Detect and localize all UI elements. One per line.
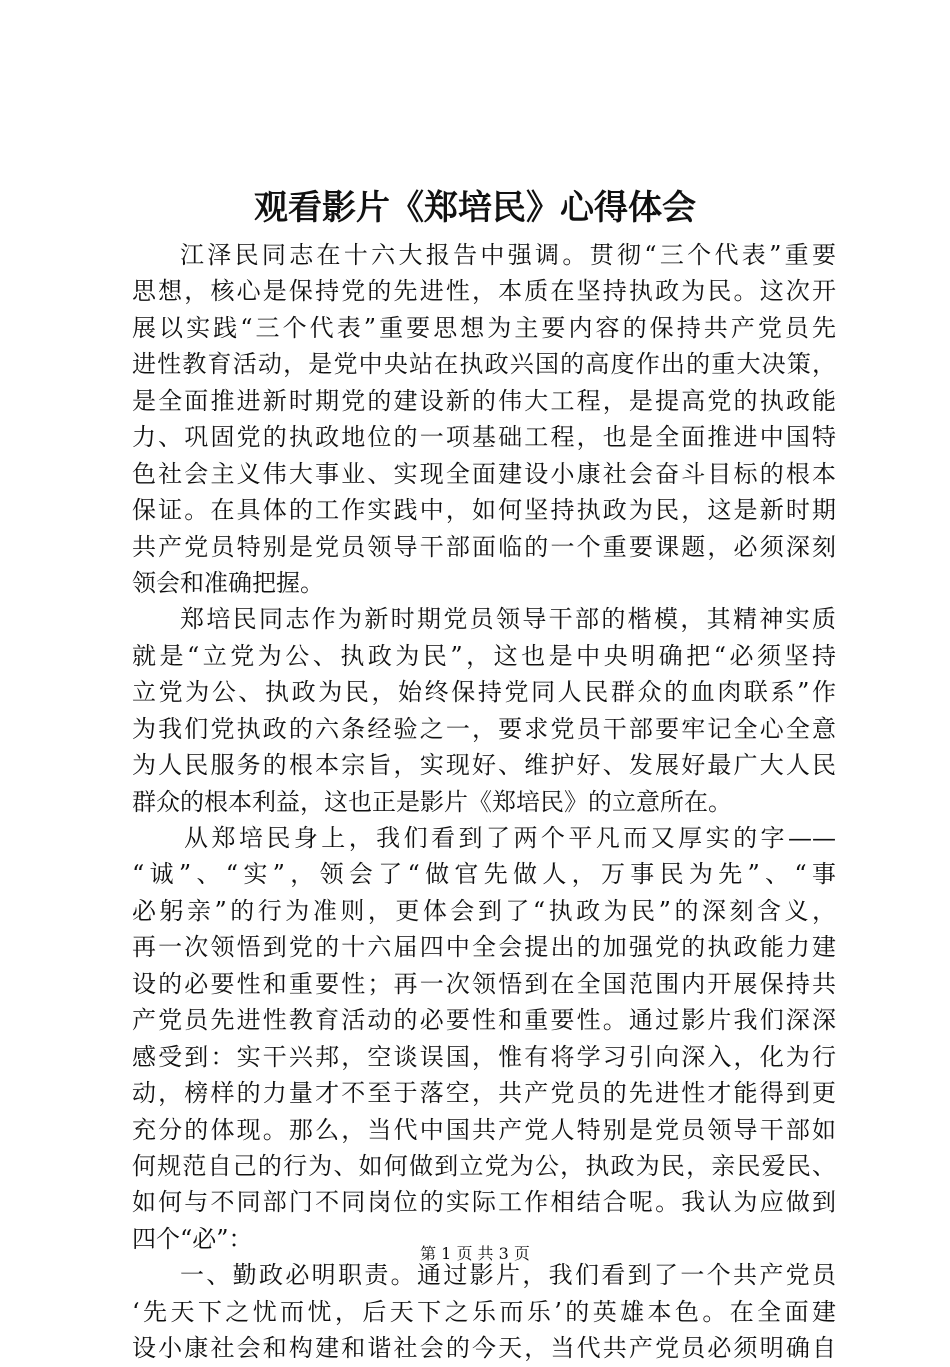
paragraph-line: 一、勤政必明职责。通过影片，我们看到了一个共产党员: [180, 1261, 836, 1290]
paragraph-line: 力、巩固党的执政地位的一项基础工程，也是全面推进中国特: [132, 423, 836, 452]
paragraph-line: 四个“必”：: [132, 1224, 253, 1253]
paragraph-line: 为人民服务的根本宗旨，实现好、维护好、发展好最广大人民: [132, 751, 836, 780]
paragraph-2: [132, 601, 836, 820]
paragraph-line: 思想，核心是保持党的先进性，本质在坚持执政为民。这次开: [132, 277, 836, 306]
paragraph-line: 如何与不同部门不同岗位的实际工作相结合呢。我认为应做到: [132, 1188, 836, 1217]
paragraph-line: 是全面推进新时期党的建设新的伟大工程，是提高党的执政能: [132, 386, 836, 415]
paragraph-3: [132, 820, 836, 1257]
paragraph-line: 何规范自己的行为、如何做到立党为公，执政为民，亲民爱民、: [132, 1151, 836, 1180]
page-number-footer: 第 1 页 共 3 页: [420, 1244, 530, 1263]
paragraph-line: 充分的体现。那么，当代中国共产党人特别是党员领导干部如: [132, 1115, 836, 1144]
document-title: 观看影片《郑培民》心得体会: [254, 188, 696, 228]
paragraph-line: 就是“立党为公、执政为民”，这也是中央明确把“必须坚持: [132, 641, 836, 670]
paragraph-line: ‘先天下之忧而忧，后天下之乐而乐’的英雄本色。在全面建: [132, 1297, 836, 1326]
paragraph-line: 江泽民同志在十六大报告中强调。贯彻“三个代表”重要: [180, 241, 836, 269]
paragraph-line: 动，榜样的力量才不至于落空，共产党员的先进性才能得到更: [132, 1079, 836, 1108]
paragraph-line: 产党员先进性教育活动的必要性和重要性。通过影片我们深深: [132, 1006, 836, 1035]
paragraph-line: 必躬亲”的行为准则，更体会到了“执政为民”的深刻含义，: [132, 896, 836, 925]
paragraph-line: 立党为公、执政为民，始终保持党同人民群众的血肉联系”作: [132, 678, 836, 707]
paragraph-line: 色社会主义伟大事业、实现全面建设小康社会奋斗目标的根本: [132, 459, 836, 488]
paragraph-line: 从郑培民身上，我们看到了两个平凡而又厚实的字——: [184, 824, 836, 852]
paragraph-line: 设的必要性和重要性；再一次领悟到在全国范围内开展保持共: [132, 969, 836, 998]
document-body: [132, 237, 836, 1367]
paragraph-line: “诚”、“实”，领会了“做官先做人，万事民为先”、“事: [132, 860, 836, 889]
paragraph-1: [132, 237, 836, 601]
paragraph-line: 展以实践“三个代表”重要思想为主要内容的保持共产党员先: [132, 313, 836, 342]
paragraph-line: 进性教育活动，是党中央站在执政兴国的高度作出的重大决策，: [132, 350, 836, 379]
paragraph-line: 为我们党执政的六条经验之一，要求党员干部要牢记全心全意: [132, 714, 836, 743]
paragraph-line: 感受到：实干兴邦，空谈误国，惟有将学习引向深入，化为行: [132, 1042, 836, 1071]
paragraph-line: 再一次领悟到党的十六届四中全会提出的加强党的执政能力建: [132, 933, 836, 962]
paragraph-line: 领会和准确把握。: [132, 568, 324, 597]
paragraph-line: 保证。在具体的工作实践中，如何坚持执政为民，这是新时期: [132, 496, 836, 525]
paragraph-line: 共产党员特别是党员领导干部面临的一个重要课题，必须深刻: [132, 532, 836, 561]
paragraph-line: 郑培民同志作为新时期党员领导干部的楷模，其精神实质: [180, 605, 836, 634]
paragraph-4: [132, 1257, 836, 1366]
paragraph-line: 群众的根本利益，这也正是影片《郑培民》的立意所在。: [132, 787, 732, 816]
paragraph-line: 设小康社会和构建和谐社会的今天，当代共产党员必须明确自: [132, 1334, 836, 1363]
